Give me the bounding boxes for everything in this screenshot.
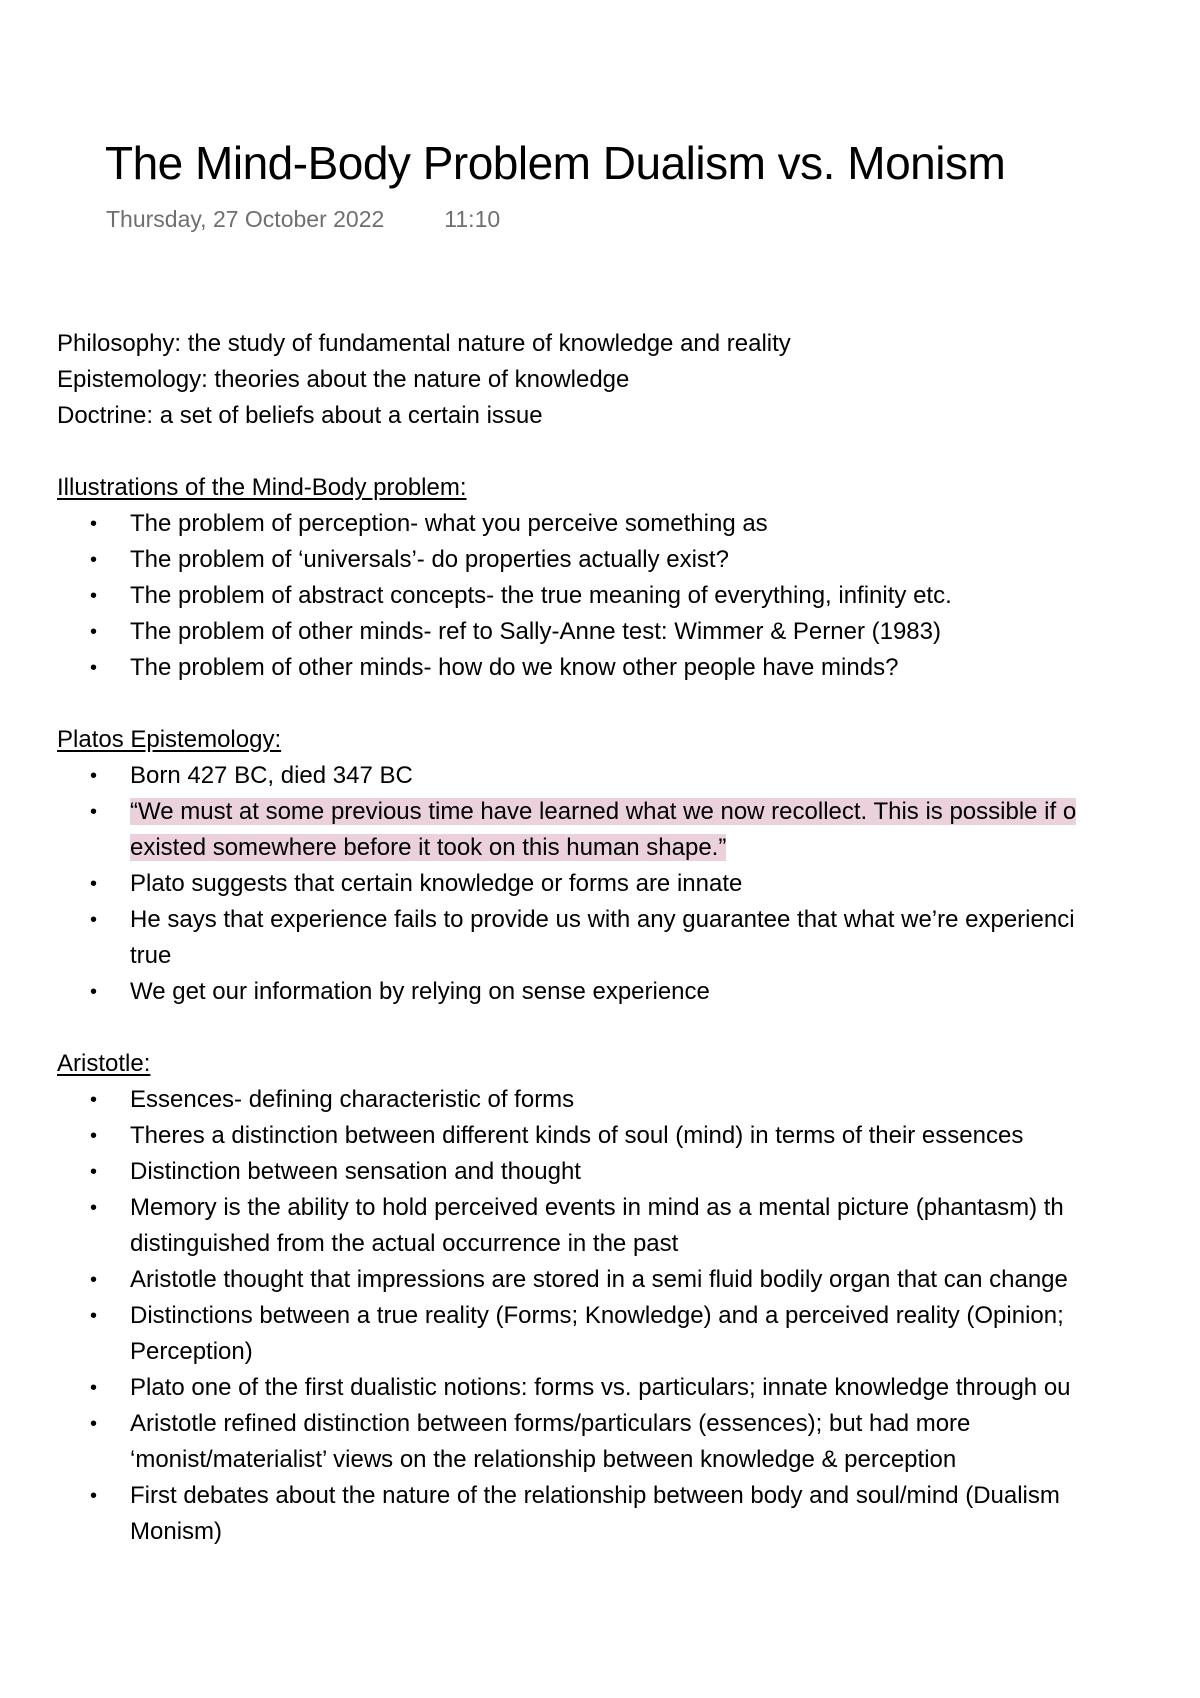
- page-timestamp: [106, 206, 500, 233]
- list-item-highlighted-quote: [57, 794, 1200, 866]
- list-item: • First debates about the nature of the relationship between body and soul/mind (Dualism Monism): [57, 1478, 1200, 1550]
- bullet-icon: •: [90, 981, 98, 1003]
- bullet-icon: •: [90, 1161, 98, 1183]
- list-item: • The problem of abstract concepts- the true meaning of everything, infinity etc.: [57, 578, 1200, 614]
- list-item: • Distinctions between a true reality (Forms; Knowledge) and a perceived reality (Opinion; Perception): [57, 1298, 1200, 1370]
- bullet-icon: •: [90, 1125, 98, 1147]
- page-title: The Mind-Body Problem Dualism vs. Monism: [105, 137, 1006, 189]
- definition-philosophy: Philosophy: the study of fundamental nature of knowledge and reality: [57, 330, 791, 357]
- list-item: • Plato one of the first dualistic notions: forms vs. particulars; innate knowledge through ou: [57, 1370, 1200, 1406]
- bullet-icon: •: [90, 1197, 98, 1219]
- bullet-icon: •: [90, 765, 98, 787]
- bullet-icon: •: [90, 585, 98, 607]
- list-item: • We get our information by relying on sense experience: [57, 974, 1200, 1010]
- bullet-icon: •: [90, 909, 98, 931]
- page-date: Thursday, 27 October 2022: [106, 206, 385, 232]
- list-item: • The problem of other minds- how do we know other people have minds?: [57, 650, 1200, 686]
- list-item: • Theres a distinction between different kinds of soul (mind) in terms of their essences: [57, 1118, 1200, 1154]
- list-item: • The problem of other minds- ref to Sally-Anne test: Wimmer & Perner (1983): [57, 614, 1200, 650]
- list-item: • Memory is the ability to hold perceived events in mind as a mental picture (phantasm) th distinguished from the actual occurrence in the past: [57, 1190, 1200, 1262]
- bullet-icon: •: [90, 513, 98, 535]
- bullet-icon: •: [90, 1305, 98, 1327]
- section-heading-aristotle: Aristotle:: [57, 1050, 151, 1077]
- highlighted-quote: “We must at some previous time have learned what we now recollect. This is possible if o existed somewhere before it took on this human shape.”: [130, 798, 1077, 861]
- list-item: • He says that experience fails to provide us with any guarantee that what we’re experienci true: [57, 902, 1200, 974]
- list-item: • Born 427 BC, died 347 BC: [57, 758, 1200, 794]
- list-item: • Plato suggests that certain knowledge or forms are innate: [57, 866, 1200, 902]
- bullet-icon: •: [90, 621, 98, 643]
- aristotle-list: [57, 1082, 1200, 1550]
- bullet-icon: •: [90, 657, 98, 679]
- illustrations-list: [57, 506, 1200, 686]
- bullet-icon: •: [90, 1089, 98, 1111]
- section-heading-illustrations: Illustrations of the Mind-Body problem:: [57, 474, 467, 501]
- list-item: • The problem of perception- what you perceive something as: [57, 506, 1200, 542]
- page-time: 11:10: [444, 206, 501, 232]
- list-item: • Aristotle thought that impressions are stored in a semi fluid bodily organ that can change: [57, 1262, 1200, 1298]
- list-item: • Essences- defining characteristic of forms: [57, 1082, 1200, 1118]
- bullet-icon: •: [90, 1413, 98, 1435]
- plato-list: [57, 758, 1200, 1010]
- bullet-icon: •: [90, 1485, 98, 1507]
- list-item: • Aristotle refined distinction between forms/particulars (essences); but had more ‘monist/materialist’ views on the relationship between knowledge & perception: [57, 1406, 1200, 1478]
- note-body: [57, 326, 1200, 1550]
- definition-epistemology: Epistemology: theories about the nature of knowledge: [57, 366, 630, 393]
- bullet-icon: •: [90, 873, 98, 895]
- definition-doctrine: Doctrine: a set of beliefs about a certain issue: [57, 402, 543, 429]
- section-heading-platos-epistemology: Platos Epistemology:: [57, 726, 282, 753]
- list-item: • Distinction between sensation and thought: [57, 1154, 1200, 1190]
- bullet-icon: •: [90, 549, 98, 571]
- bullet-icon: •: [90, 1377, 98, 1399]
- bullet-icon: •: [90, 801, 98, 823]
- list-item: • The problem of ‘universals’- do properties actually exist?: [57, 542, 1200, 578]
- bullet-icon: •: [90, 1269, 98, 1291]
